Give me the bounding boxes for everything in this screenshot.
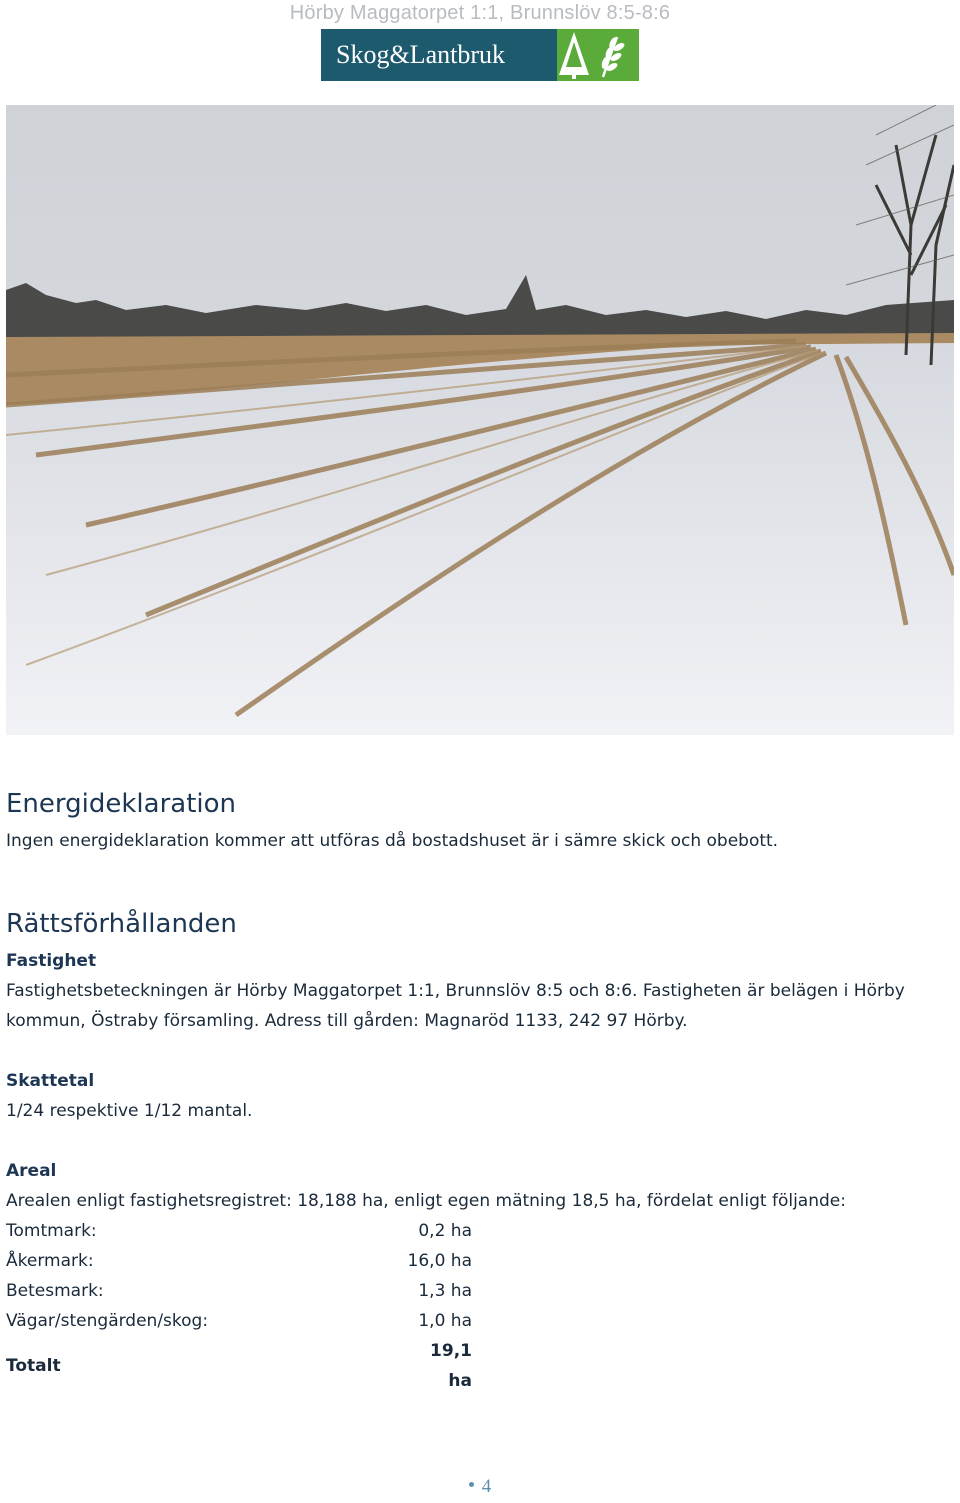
table-row <box>6 1246 472 1276</box>
property-text-line2: kommun, Östraby församling. Adress till gården: Magnaröd 1133, 242 97 Hörby. <box>6 1011 688 1031</box>
tax-text: 1/24 respektive 1/12 mantal. <box>6 1101 253 1121</box>
area-value: 0,2 ha <box>418 1221 472 1241</box>
subheading-property: Fastighet <box>6 951 97 971</box>
property-text-line1: Fastighetsbeteckningen är Hörby Maggatorpet 1:1, Brunnslöv 8:5 och 8:6. Fastigheten är belägen i Hörby <box>6 981 905 1001</box>
area-total-label: Totalt <box>6 1356 61 1376</box>
table-row-total <box>6 1336 472 1396</box>
area-label: Vägar/stengärden/skog: <box>6 1311 209 1331</box>
snowy-field-photo <box>6 105 954 735</box>
document-title: Hörby Maggatorpet 1:1, Brunnslöv 8:5-8:6 <box>289 2 671 24</box>
logo-wordmark: Skog&Lantbruk <box>321 29 557 81</box>
table-row <box>6 1216 472 1246</box>
skog-lantbruk-logo <box>321 29 639 81</box>
energy-text: Ingen energideklaration kommer att utföras då bostadshuset är i sämre skick och obebott. <box>6 831 779 851</box>
area-value: 1,0 ha <box>418 1311 472 1331</box>
page-header <box>0 0 960 90</box>
document-content <box>6 782 946 1396</box>
area-total-value: 19,1 ha <box>430 1341 472 1391</box>
tree-wheat-icon <box>557 29 639 81</box>
page-footer <box>0 1476 960 1498</box>
page-number: 4 <box>481 1476 492 1497</box>
subheading-tax: Skattetal <box>6 1071 95 1091</box>
area-value: 16,0 ha <box>407 1251 472 1271</box>
table-row <box>6 1306 472 1336</box>
area-label: Tomtmark: <box>6 1221 97 1241</box>
section-heading-legal: Rättsförhållanden <box>6 909 237 939</box>
area-intro: Arealen enligt fastighetsregistret: 18,188 ha, enligt egen mätning 18,5 ha, fördelat enligt följande: <box>6 1191 846 1211</box>
subheading-area: Areal <box>6 1161 57 1181</box>
table-row <box>6 1276 472 1306</box>
section-heading-energy: Energideklaration <box>6 789 237 819</box>
area-label: Betesmark: <box>6 1281 104 1301</box>
area-value: 1,3 ha <box>418 1281 472 1301</box>
area-table <box>6 1216 472 1396</box>
bullet-icon <box>469 1482 474 1487</box>
area-label: Åkermark: <box>6 1251 94 1271</box>
